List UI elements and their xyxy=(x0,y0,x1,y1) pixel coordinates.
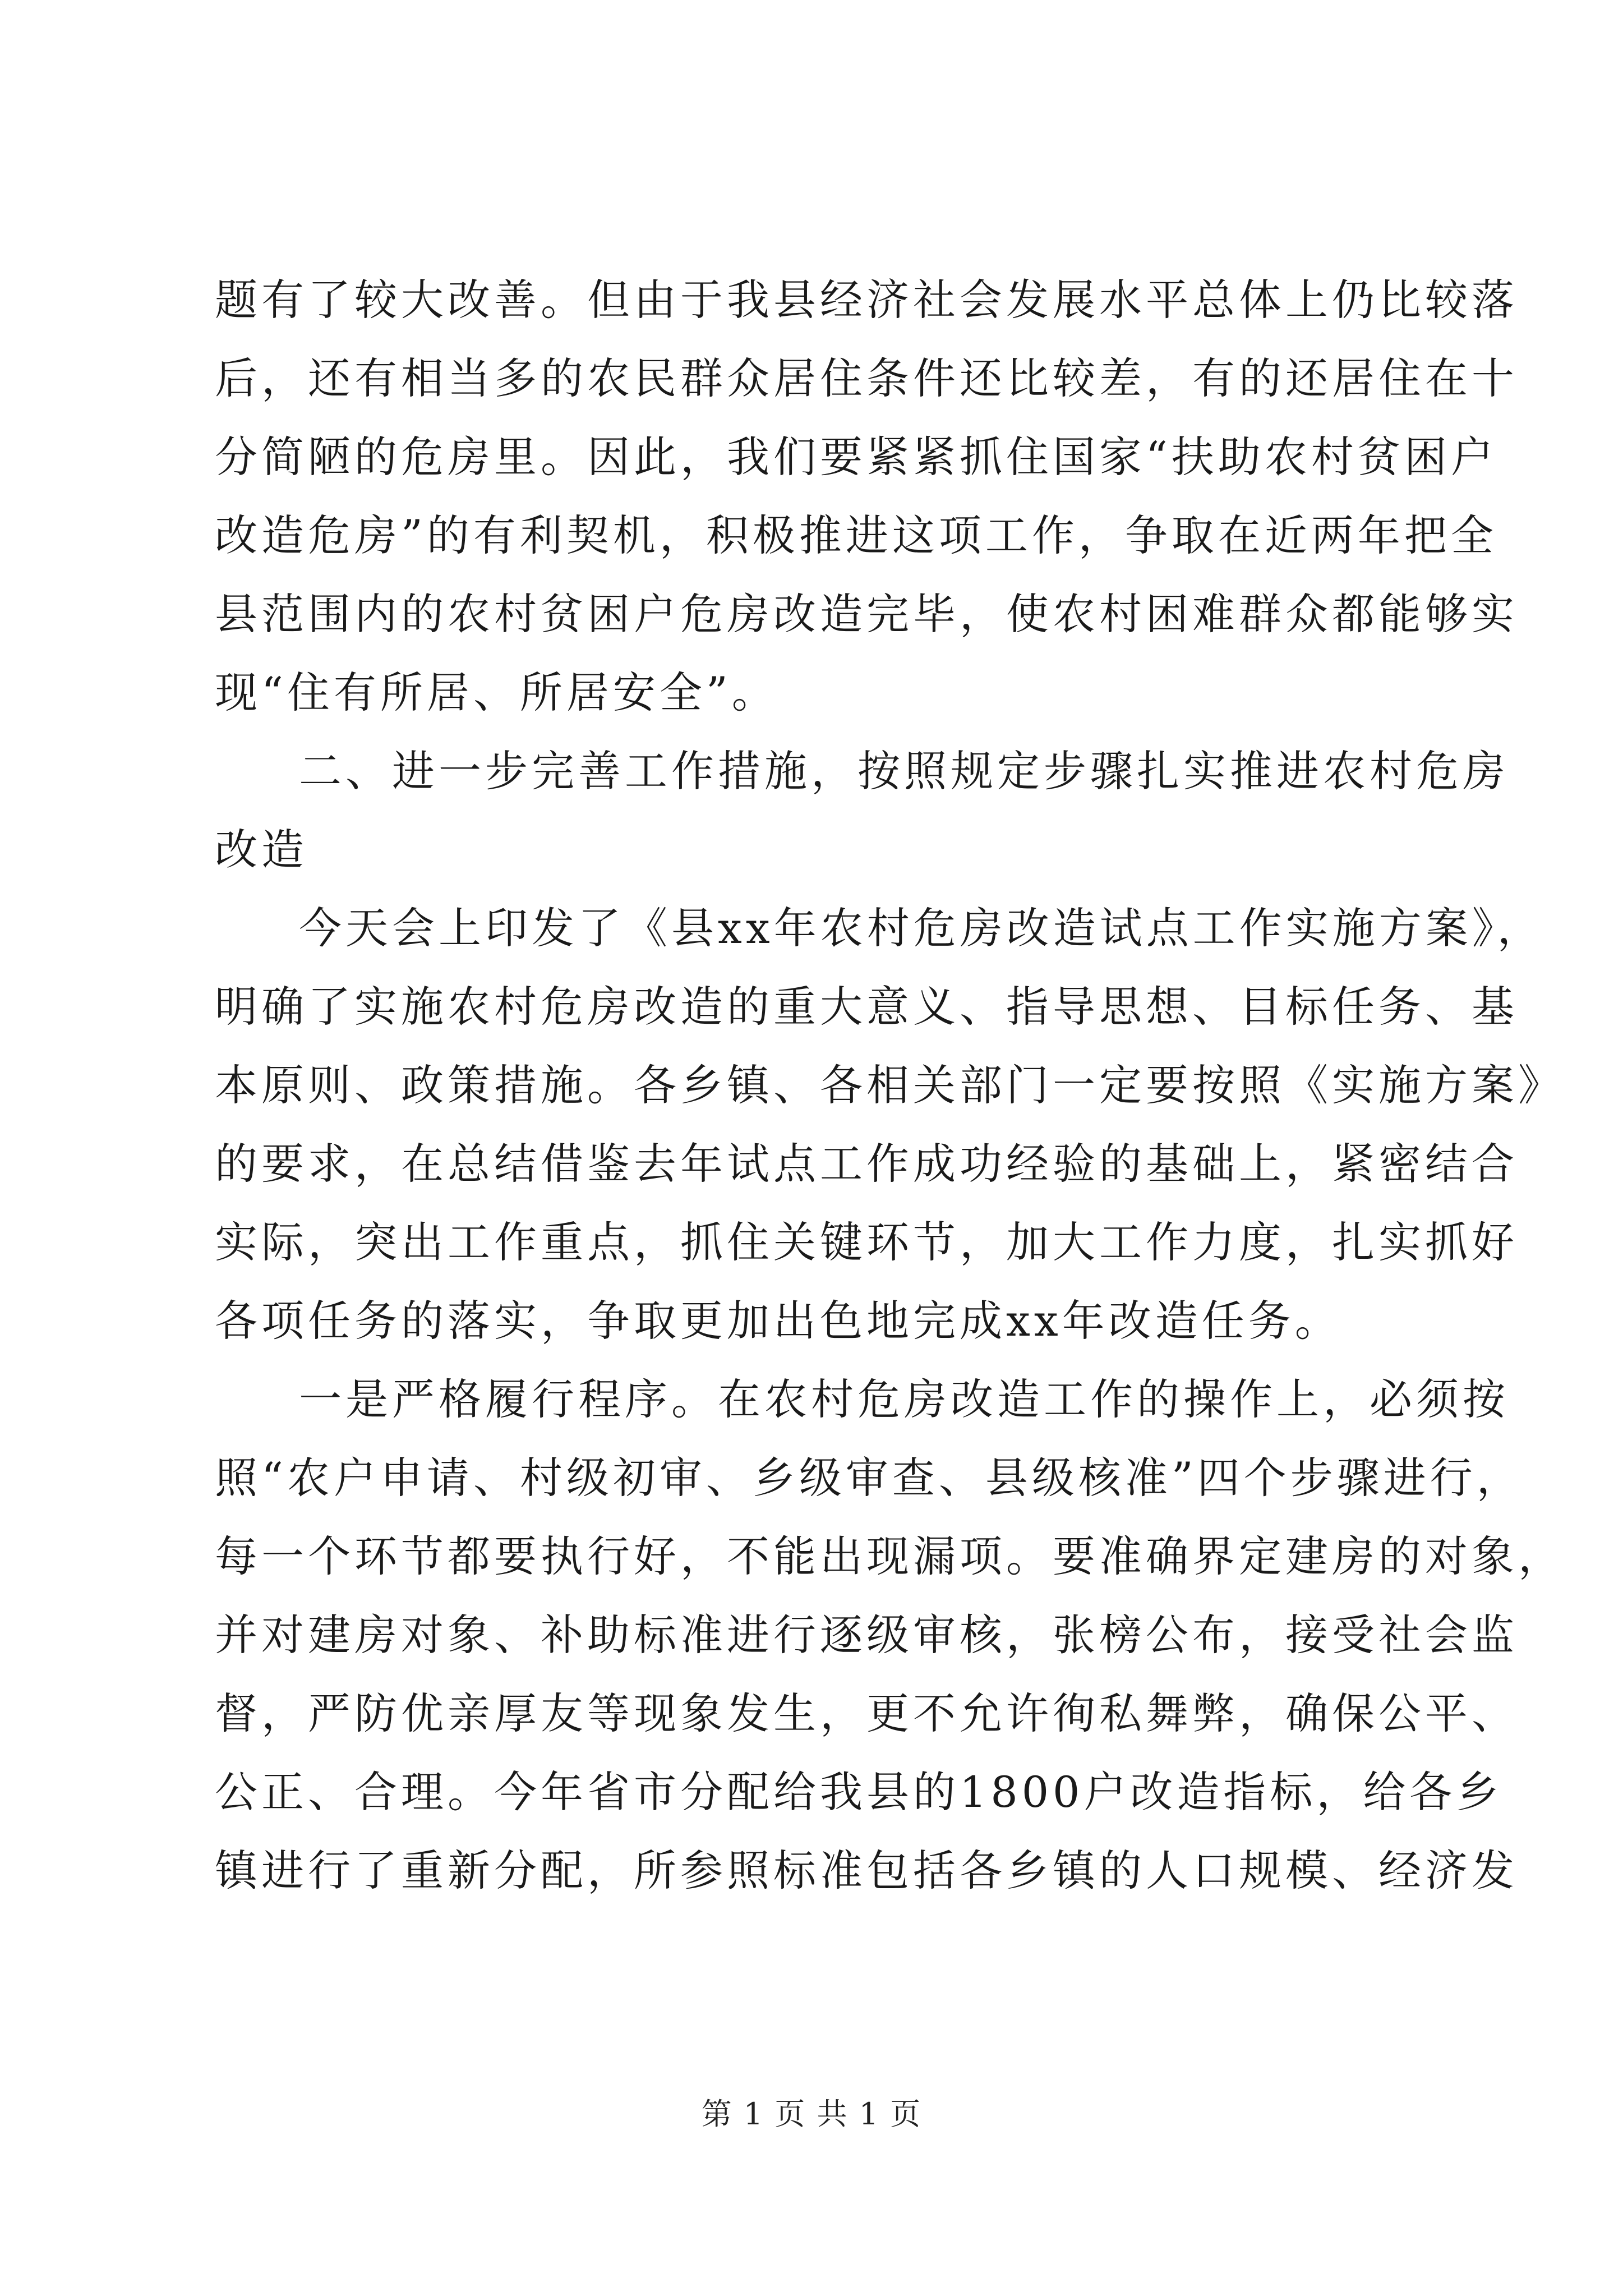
text-line: 的要求，在总结借鉴去年试点工作成功经验的基础上，紧密结合 xyxy=(215,1139,1518,1189)
text-line: 县范围内的农村贫困户危房改造完毕，使农村困难群众都能够实 xyxy=(215,589,1518,639)
text-line: 督，严防优亲厚友等现象发生，更不允许徇私舞弊，确保公平、 xyxy=(215,1688,1518,1738)
text-line: 现“住有所居、所居安全”。 xyxy=(215,668,778,717)
text-line: 每一个环节都要执行好，不能出现漏项。要准确界定建房的对象， xyxy=(215,1531,1565,1581)
text-line: 后，还有相当多的农民群众居住条件还比较差，有的还居住在十 xyxy=(215,353,1518,403)
text-line: 改造危房”的有利契机，积极推进这项工作，争取在近两年把全 xyxy=(215,510,1497,560)
text-line: 各项任务的落实，争取更加出色地完成xx年改造任务。 xyxy=(215,1296,1341,1346)
text-line: 照“农户申请、村级初审、乡级审查、县级核准”四个步骤进行， xyxy=(215,1453,1523,1503)
text-line: 本原则、政策措施。各乡镇、各相关部门一定要按照《实施方案》 xyxy=(215,1060,1565,1110)
text-line: 明确了实施农村危房改造的重大意义、指导思想、目标任务、基 xyxy=(215,982,1518,1032)
text-line: 今天会上印发了《县xx年农村危房改造试点工作实施方案》， xyxy=(299,903,1544,953)
text-line: 题有了较大改善。但由于我县经济社会发展水平总体上仍比较落 xyxy=(215,275,1518,325)
text-line: 镇进行了重新分配，所参照标准包括各乡镇的人口规模、经济发 xyxy=(215,1846,1518,1895)
text-line: 公正、合理。今年省市分配给我县的1800户改造指标，给各乡 xyxy=(215,1767,1503,1817)
text-line: 一是严格履行程序。在农村危房改造工作的操作上，必须按 xyxy=(299,1374,1509,1424)
page-number-footer: 第 1 页 共 1 页 xyxy=(701,2096,922,2132)
text-line: 实际，突出工作重点，抓住关键环节，加大工作力度，扎实抓好 xyxy=(215,1217,1518,1267)
section-heading-line: 改造 xyxy=(215,825,308,875)
section-heading-line: 二、进一步完善工作措施，按照规定步骤扎实推进农村危房 xyxy=(299,746,1509,796)
text-line: 并对建房对象、补助标准进行逐级审核，张榜公布，接受社会监 xyxy=(215,1610,1518,1660)
text-line: 分简陋的危房里。因此，我们要紧紧抓住国家“扶助农村贫困户 xyxy=(215,432,1497,482)
